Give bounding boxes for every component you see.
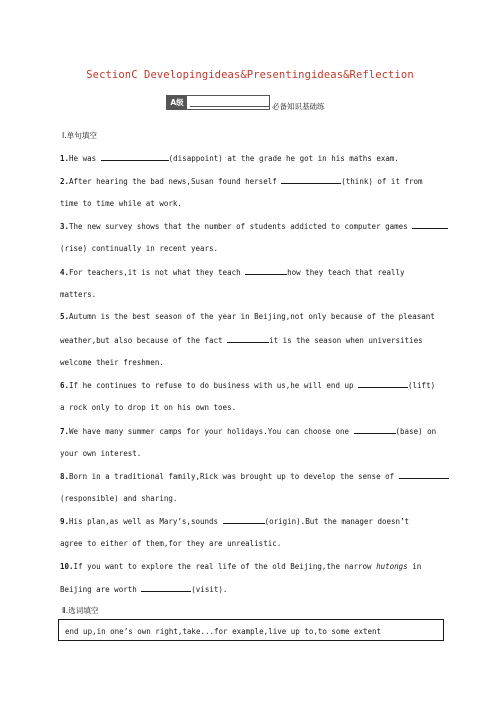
question-9-cont: agree to either of them,for they are unrealistic. [60,539,282,548]
question-6: 6.If he continues to refuse to do business with us,he will end up (lift) [60,381,436,390]
answer-blank-2[interactable] [281,176,341,184]
answer-blank-3[interactable] [412,221,448,229]
question-8-cont: (responsible) and sharing. [60,494,178,503]
word-bank-text: end up,in one’s own right,take...for example,live up to,to some extent [65,627,382,636]
answer-blank-1[interactable] [101,153,169,161]
question-9: 9.His plan,as well as Mary’s,sounds (origin).But the manager doesn’t [60,517,410,526]
question-3: 3.The new survey shows that the number of students addicted to computer games [60,221,448,231]
question-2-cont: time to time while at work. [60,199,182,208]
question-4-cont: matters. [60,290,97,299]
question-4: 4.For teachers,it is not what they teach how they teach that really [60,268,405,277]
level-label: 必备知识基础练 [272,102,325,111]
question-3-cont: (rise) continually in recent years. [60,244,219,253]
section-heading-fill-in: Ⅰ.单句填空 [62,131,98,140]
question-5-cont: weather,but also because of the fact it is the season when universities [60,336,423,345]
level-badge-box [166,95,270,110]
answer-blank-7[interactable] [354,426,396,434]
answer-blank-8[interactable] [399,471,449,479]
question-1: 1.He was (disappoint) at the grade he got in his maths exam. [60,154,399,163]
question-6-cont: a rock only to drop it on his own toes. [60,403,237,412]
section-title: SectionC Developingideas&Presentingideas&Reflection [86,69,414,81]
question-10-cont: Beijing are worth (visit). [60,585,228,594]
level-badge: A级 [167,96,187,109]
question-5: 5.Autumn is the best season of the year in Beijing,not only because of the pleasant [60,312,435,321]
question-5-cont2: welcome their freshmen. [60,358,164,367]
answer-blank-5[interactable] [227,335,269,343]
section-heading-word-choice: Ⅱ.选词填空 [62,606,99,615]
question-10: 10.If you want to explore the real life of the old Beijing,the narrow hutongs in [60,562,422,571]
question-8: 8.Born in a traditional family,Rick was brought up to develop the sense of [60,471,449,481]
level-underline [190,96,269,107]
question-2: 2.After hearing the bad news,Susan found herself (think) of it from [60,177,423,186]
question-7: 7.We have many summer camps for your holidays.You can choose one (base) on [60,427,437,436]
answer-blank-9[interactable] [223,516,265,524]
question-7-cont: your own interest. [60,449,142,458]
answer-blank-6[interactable] [358,380,408,388]
word-bank-box [58,619,444,641]
answer-blank-10[interactable] [141,584,191,592]
answer-blank-4[interactable] [245,267,287,275]
